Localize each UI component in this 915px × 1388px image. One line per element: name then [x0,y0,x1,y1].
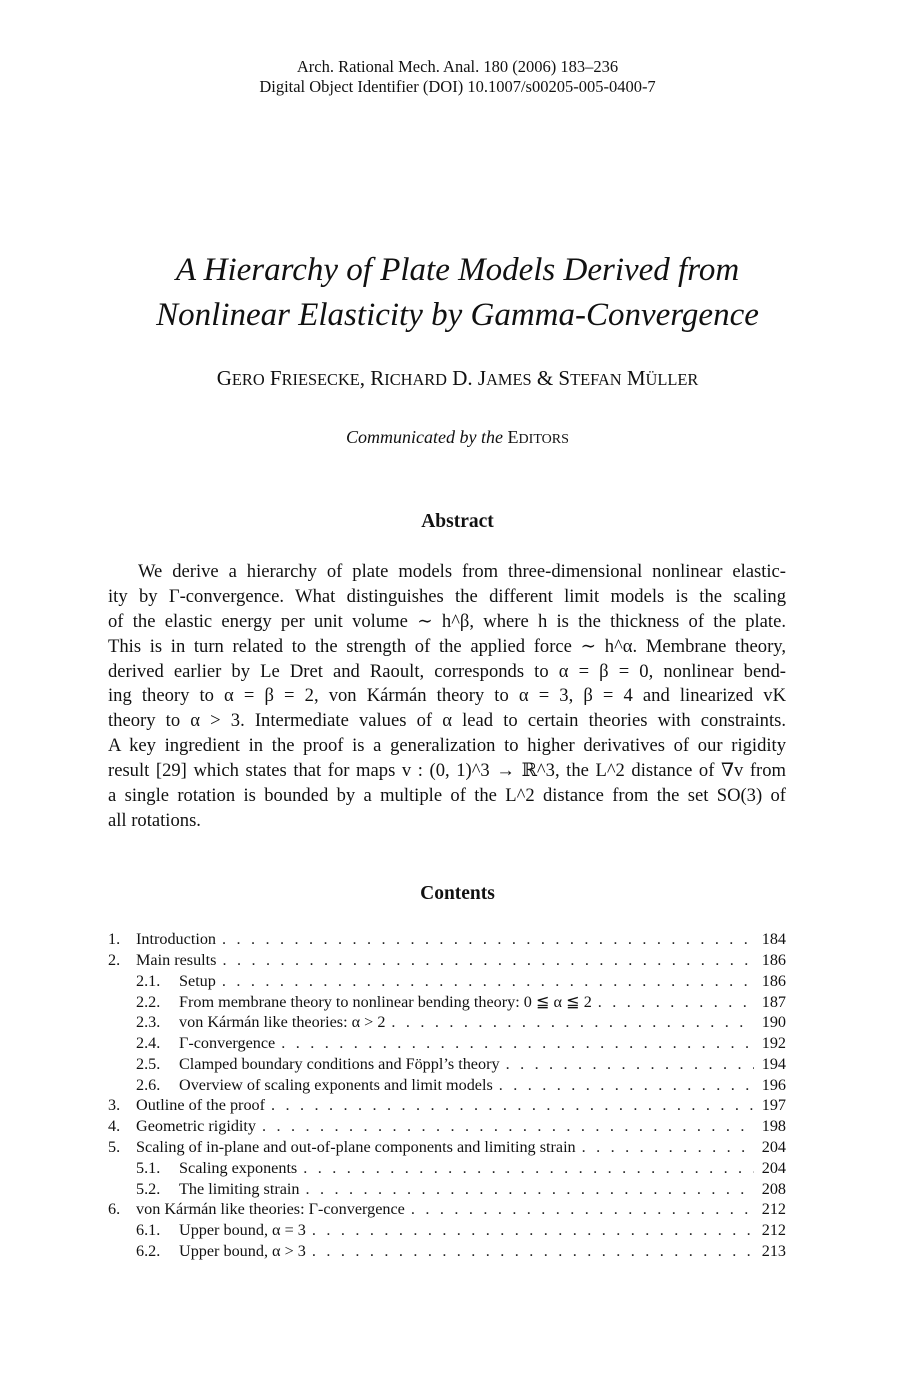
toc-entry[interactable] [108,1242,786,1263]
toc-number: 6.1. [136,1221,161,1240]
abstract-heading: Abstract [421,511,494,532]
abstract-line: theory to α > 3. Intermediate values of α lead to certain theories with constraints. [108,710,786,732]
toc-label: Clamped boundary conditions and Föppl’s theory [179,1054,500,1073]
table-of-contents [108,930,786,1263]
toc-label: Scaling exponents [179,1158,298,1177]
toc-label: The limiting strain [179,1179,300,1198]
toc-page: 186 [761,950,786,969]
toc-leader [582,1138,754,1157]
toc-entry[interactable] [108,930,786,951]
toc-page: 213 [761,1241,786,1260]
toc-label: Scaling of in-plane and out-of-plane components and limiting strain [136,1137,576,1156]
toc-number: 2. [108,950,121,969]
toc-page: 196 [761,1075,786,1094]
toc-leader [271,1096,754,1115]
toc-page: 204 [761,1158,786,1177]
toc-label: Overview of scaling exponents and limit models [179,1075,493,1094]
toc-page: 197 [761,1096,786,1115]
toc-entry[interactable] [108,1138,786,1159]
toc-page: 204 [761,1137,786,1156]
toc-leader [306,1180,755,1199]
toc-entry[interactable] [108,1221,786,1242]
toc-number: 2.5. [136,1054,161,1073]
toc-page: 192 [761,1033,786,1052]
toc-entry[interactable] [108,1034,786,1055]
abstract-line: ity by Γ-convergence. What distinguishes the different limit models is the scaling [108,585,786,607]
toc-page: 190 [761,1013,786,1032]
toc-page: 212 [761,1200,786,1219]
toc-leader [303,1159,754,1178]
toc-page: 208 [761,1179,786,1198]
abstract-body [108,560,786,834]
toc-leader [312,1221,754,1240]
toc-leader [281,1034,754,1053]
toc-label: von Kármán like theories: α > 2 [179,1013,386,1032]
author-2: RICHARD D. JAMES [370,366,532,390]
author-3: STEFAN MÜLLER [558,366,699,390]
title-line-1: A Hierarchy of Plate Models Derived from [175,252,740,288]
toc-label: Upper bound, α = 3 [179,1221,306,1240]
toc-label: Main results [136,950,217,969]
toc-entry[interactable] [108,1180,786,1201]
toc-entry[interactable] [108,972,786,993]
toc-number: 4. [108,1117,121,1136]
toc-leader [222,951,754,970]
toc-entry[interactable] [108,951,786,972]
toc-number: 2.3. [136,1013,161,1032]
toc-number: 3. [108,1096,121,1115]
abstract-line: a single rotation is bounded by a multiple of the L^2 distance from the set SO(3) of [108,785,786,807]
toc-leader [391,1013,754,1032]
journal-citation: Arch. Rational Mech. Anal. 180 (2006) 183–236 [296,57,619,76]
toc-number: 2.1. [136,971,161,990]
abstract-line: derived earlier by Le Dret and Raoult, corresponds to α = β = 0, nonlinear bend- [108,660,786,682]
toc-page: 184 [761,930,786,948]
toc-leader [222,972,754,991]
toc-page: 186 [761,971,786,990]
toc-number: 5.2. [136,1179,161,1198]
toc-number: 6. [108,1200,121,1219]
toc-number: 5. [108,1137,121,1156]
toc-label: Γ-convergence [179,1033,276,1052]
toc-leader [411,1200,754,1219]
author-ampersand: & [536,366,554,390]
journal-header [0,57,915,97]
toc-label: Setup [179,971,216,990]
toc-page: 194 [761,1054,786,1073]
toc-number: 6.2. [136,1241,161,1260]
toc-page: 198 [761,1117,786,1136]
toc-number: 1. [108,930,121,948]
paper-title [0,248,915,338]
toc-leader [262,1117,754,1136]
toc-label: From membrane theory to nonlinear bending theory: 0 ≦ α ≦ 2 [179,993,592,1012]
toc-entry[interactable] [108,992,786,1013]
toc-leader [222,930,754,949]
abstract-line: all rotations. [108,809,201,831]
author-list: GERO FRIESECKE, RICHARD D. JAMES & STEFAN MÜLLER [216,366,699,390]
abstract-line: of the elastic energy per unit volume ∼ h^β, where h is the thickness of the plate. [108,610,786,632]
toc-leader [506,1055,754,1074]
toc-entry[interactable] [108,1096,786,1117]
toc-number: 2.2. [136,993,161,1012]
abstract-line: A key ingredient in the proof is a generalization to higher derivatives of our rigidity [108,735,786,757]
toc-number: 5.1. [136,1158,161,1177]
abstract-line: This is in turn related to the strength of the applied force ∼ h^α. Membrane theory, [108,635,786,657]
toc-number: 2.4. [136,1033,161,1052]
contents-heading: Contents [420,883,495,904]
toc-label: Introduction [136,930,217,948]
toc-entry[interactable] [108,1200,786,1221]
toc-label: Outline of the proof [136,1096,266,1115]
toc-leader [499,1076,754,1095]
author-1: GERO FRIESECKE [216,366,360,390]
toc-page: 187 [761,993,786,1012]
toc-entry[interactable] [108,1013,786,1034]
title-line-2: Nonlinear Elasticity by Gamma-Convergence [156,297,759,333]
abstract-line: We derive a hierarchy of plate models from three-dimensional nonlinear elastic- [138,561,786,582]
toc-label: Upper bound, α > 3 [179,1241,306,1260]
toc-entry[interactable] [108,1055,786,1076]
abstract-line: result [29] which states that for maps v : (0, 1)^3 → ℝ^3, the L^2 distance of ∇v from [108,760,786,782]
toc-page: 212 [761,1221,786,1240]
communicated-by: Communicated by the EDITORS [346,427,569,447]
toc-label: von Kármán like theories: Γ-convergence [136,1200,405,1219]
toc-leader [598,993,754,1012]
toc-leader [312,1242,754,1261]
doi-line: Digital Object Identifier (DOI) 10.1007/s00205-005-0400-7 [259,77,656,96]
toc-entry[interactable] [108,1076,786,1097]
toc-entry[interactable] [108,1117,786,1138]
abstract-line: ing theory to α = β = 2, von Kármán theory to α = 3, β = 4 and linearized vK [108,685,786,707]
toc-entry[interactable] [108,1159,786,1180]
toc-label: Geometric rigidity [136,1117,257,1136]
toc-number: 2.6. [136,1075,161,1094]
